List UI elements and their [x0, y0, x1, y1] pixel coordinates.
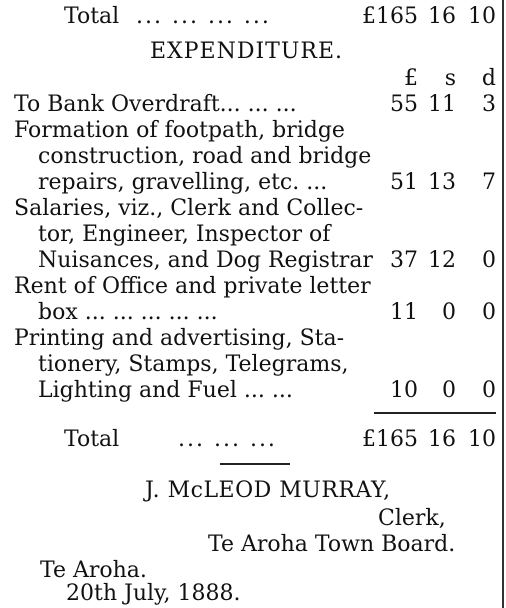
item-1-shillings: 11 — [428, 92, 456, 117]
item-3-line-3: Nuisances, and Dog Registrar — [38, 248, 373, 273]
closing-total-pounds: £165 — [362, 427, 418, 452]
divider-rule — [220, 463, 290, 465]
item-2-line-3: repairs, gravelling, etc. ... — [38, 170, 328, 195]
closing-total-shillings: 16 — [428, 427, 456, 452]
closing-total-label: Total — [64, 427, 120, 452]
column-header-pence: d — [481, 66, 496, 91]
item-3-pence: 0 — [482, 248, 496, 273]
item-2-line-2: construction, road and bridge — [38, 144, 372, 169]
item-5-pence: 0 — [482, 378, 496, 403]
opening-total-pence: 10 — [468, 4, 496, 29]
item-2-shillings: 13 — [428, 170, 456, 195]
item-1-pounds: 55 — [390, 92, 418, 117]
opening-total-shillings: 16 — [428, 4, 456, 29]
signature-board: Te Aroha Town Board. — [208, 532, 456, 557]
opening-total-dots: ... ... ... ... — [136, 4, 271, 29]
item-5-pounds: 10 — [390, 378, 418, 403]
opening-total-label: Total — [64, 4, 120, 29]
dateline-date: 20th July, 1888. — [66, 581, 241, 606]
opening-total-pounds: £165 — [362, 4, 418, 29]
signature-title: Clerk, — [378, 506, 446, 531]
closing-total-dots: ... ... ... — [178, 427, 277, 452]
item-4-line-1: Rent of Office and private letter — [14, 274, 371, 299]
column-header-shillings: s — [444, 66, 456, 91]
column-edge-rule — [502, 0, 504, 608]
item-5-line-2: tionery, Stamps, Telegrams, — [38, 352, 349, 377]
item-1-line-1: To Bank Overdraft... ... ... — [14, 92, 297, 117]
item-4-shillings: 0 — [442, 300, 456, 325]
item-2-pounds: 51 — [390, 170, 418, 195]
item-5-shillings: 0 — [442, 378, 456, 403]
item-4-pence: 0 — [482, 300, 496, 325]
item-4-line-2: box ... ... ... ... ... — [38, 300, 218, 325]
item-3-shillings: 12 — [428, 248, 456, 273]
item-3-line-1: Salaries, viz., Clerk and Collec- — [14, 196, 364, 221]
item-2-line-1: Formation of footpath, bridge — [14, 118, 345, 143]
signature-name: J. McLEOD MURRAY, — [145, 478, 391, 503]
column-header-pounds: £ — [404, 66, 418, 91]
closing-total-pence: 10 — [468, 427, 496, 452]
item-5-line-3: Lighting and Fuel ... ... — [38, 378, 293, 403]
dateline-place: Te Aroha. — [40, 558, 147, 583]
section-heading: EXPENDITURE. — [150, 39, 343, 64]
item-3-pounds: 37 — [390, 248, 418, 273]
item-5-line-1: Printing and advertising, Sta- — [14, 326, 345, 351]
sum-rule — [374, 412, 496, 414]
item-1-pence: 3 — [482, 92, 496, 117]
item-3-line-2: tor, Engineer, Inspector of — [38, 222, 331, 247]
item-4-pounds: 11 — [390, 300, 418, 325]
item-2-pence: 7 — [482, 170, 496, 195]
